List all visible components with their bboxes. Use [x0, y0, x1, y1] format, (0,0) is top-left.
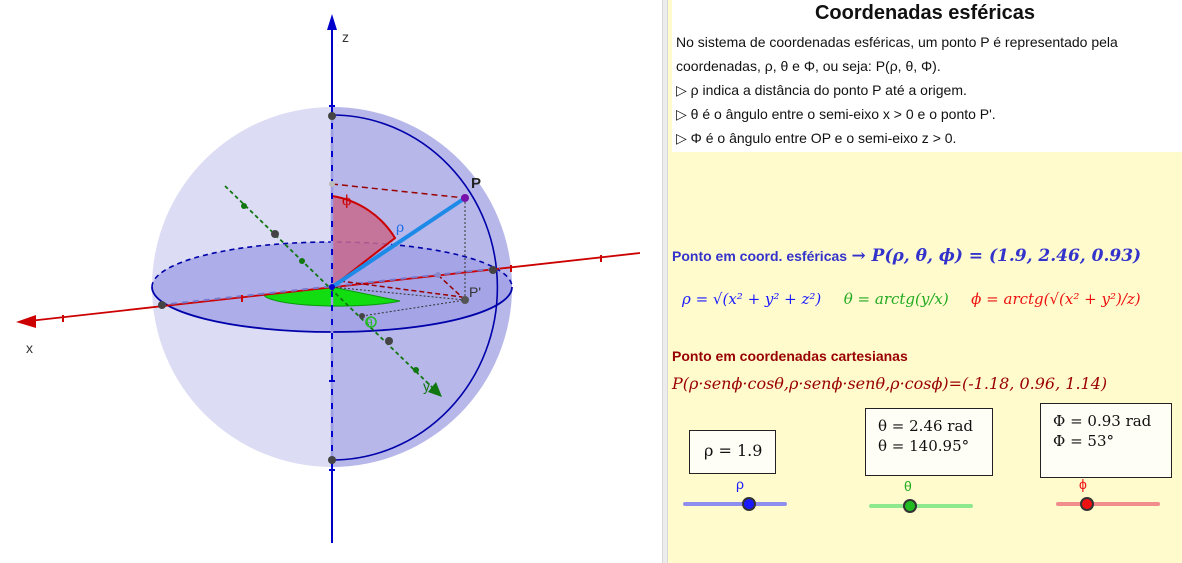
- spherical-row: [672, 246, 1141, 266]
- rho-slider-track[interactable]: [683, 502, 787, 506]
- x-intercept-left: [158, 301, 166, 309]
- y-intercept-front: [385, 337, 393, 345]
- rho-value-box: [689, 430, 776, 474]
- theta-value-rad: θ = 2.46 rad: [878, 417, 974, 435]
- info-panel: [668, 0, 1182, 563]
- slider-phi-label: ϕ: [1079, 476, 1087, 492]
- phi-slider-track[interactable]: [1056, 502, 1160, 506]
- y-projection-point: [359, 313, 365, 319]
- y-axis-label: y: [423, 378, 430, 394]
- rho-slider-knob[interactable]: [742, 497, 756, 511]
- point-p-prime-label: P': [469, 284, 482, 300]
- intro-box: [672, 0, 1182, 152]
- y-intercept-back: [271, 230, 279, 238]
- phi-slider-knob[interactable]: [1080, 497, 1094, 511]
- x-axis-label: x: [26, 340, 33, 356]
- x-axis-arrow: [16, 315, 36, 328]
- intro-line-4: ▷ θ é o ângulo entre o semi-eixo x > 0 e o ponto P'.: [676, 106, 996, 122]
- slider-theta-label: θ: [904, 478, 912, 494]
- formula-row: [682, 290, 1141, 309]
- phi-label: ϕ: [342, 193, 352, 209]
- theta-value-deg: θ = 140.95°: [878, 437, 970, 455]
- origin-point: [329, 284, 335, 290]
- theta-value-box: [865, 408, 993, 476]
- cartesian-label: Ponto em coordenadas cartesianas: [672, 348, 908, 364]
- x-projection-point: [435, 272, 441, 278]
- pole-south: [328, 456, 336, 464]
- point-p-label: P: [471, 175, 482, 192]
- spherical-formula: → P(ρ, θ, ϕ) = (1.9, 2.46, 0.93): [851, 246, 1142, 266]
- intro-line-1: No sistema de coordenadas esféricas, um ponto P é representado pela: [676, 34, 1118, 50]
- slider-rho-label: ρ: [736, 476, 744, 492]
- z-axis-arrow: [327, 14, 337, 30]
- phi-value-box: [1040, 403, 1172, 478]
- point-p[interactable]: [461, 194, 469, 202]
- point-p-prime[interactable]: [461, 296, 469, 304]
- theta-slider-knob[interactable]: [903, 499, 917, 513]
- x-intercept-right: [489, 266, 497, 274]
- z-projection-point: [329, 181, 335, 187]
- z-axis-label: z: [342, 29, 349, 45]
- rho-label: ρ: [396, 220, 405, 236]
- cartesian-formula: P(ρ·senϕ·cosθ,ρ·senϕ·senθ,ρ·cosϕ)=(-1.18, 0.96, 1.14): [672, 374, 1108, 393]
- theta-slider-track[interactable]: [869, 504, 973, 508]
- theta-label: θ: [366, 317, 373, 330]
- spherical-label: Ponto em coord. esféricas: [672, 248, 848, 264]
- phi-value-deg: Φ = 53°: [1053, 432, 1114, 450]
- page-title: Coordenadas esféricas: [814, 2, 1036, 24]
- intro-line-2: coordenadas, ρ, θ e Φ, ou seja: P(ρ, θ, Φ).: [676, 58, 941, 74]
- pole-north: [328, 112, 336, 120]
- phi-formula: ϕ = arctg(√(x² + y²)/z): [971, 290, 1141, 308]
- theta-formula: θ = arctg(y/x): [843, 290, 949, 308]
- intro-line-5: ▷ Φ é o ângulo entre OP e o semi-eixo z > 0.: [676, 130, 957, 146]
- intro-line-3: ▷ ρ indica a distância do ponto P até a origem.: [676, 82, 967, 98]
- phi-value-rad: Φ = 0.93 rad: [1053, 412, 1152, 430]
- rho-formula: ρ = √(x² + y² + z²): [682, 290, 822, 308]
- rho-value: ρ = 1.9: [704, 441, 763, 460]
